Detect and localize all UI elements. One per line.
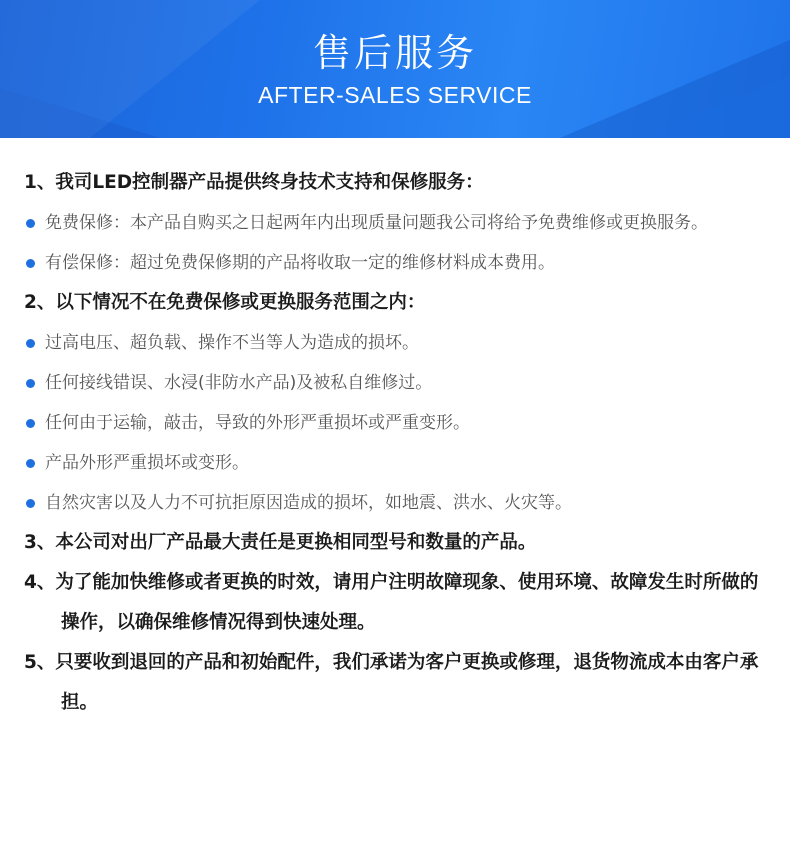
list-item-text: 有偿保修：超过免费保修期的产品将收取一定的维修材料成本费用。: [45, 253, 555, 273]
header-banner: [0, 0, 790, 138]
list-item-text: 任何接线错误、水浸(非防水产品)及被私自维修过。: [45, 373, 433, 393]
bullet-dot-icon: [26, 339, 35, 348]
list-item-text: 自然灾害以及人力不可抗拒原因造成的损坏，如地震、洪水、火灾等。: [45, 493, 572, 513]
list-item: [24, 323, 768, 363]
section-2-heading: 2、以下情况不在免费保修或更换服务范围之内：: [24, 292, 426, 313]
bullet-dot-icon: [26, 219, 35, 228]
list-item: [24, 203, 768, 243]
section-5-heading: 5、只要收到退回的产品和初始配件，我们承诺为客户更换或修理，退货物流成本由客户承担。: [24, 652, 759, 713]
list-item: [24, 483, 768, 523]
bullet-dot-icon: [26, 379, 35, 388]
list-item: [24, 363, 768, 403]
service-terms: [24, 163, 768, 723]
list-item-text: 免费保修：本产品自购买之日起两年内出现质量问题我公司将给予免费维修或更换服务。: [45, 213, 708, 233]
page-subtitle: AFTER-SALES SERVICE: [258, 82, 532, 108]
section-2-list: [24, 323, 768, 523]
bullet-dot-icon: [26, 499, 35, 508]
list-item-text: 任何由于运输，敲击，导致的外形严重损坏或严重变形。: [45, 413, 470, 433]
section-1-heading: 1、我司LED控制器产品提供终身技术支持和保修服务：: [24, 172, 484, 193]
list-item-text: 过高电压、超负载、操作不当等人为造成的损坏。: [45, 333, 419, 353]
page-title: 售后服务: [312, 31, 477, 75]
section-1-list: [24, 203, 768, 283]
bullet-dot-icon: [26, 419, 35, 428]
section-3-heading: 3、本公司对出厂产品最大责任是更换相同型号和数量的产品。: [24, 532, 537, 553]
list-item: [24, 403, 768, 443]
list-item-text: 产品外形严重损坏或变形。: [45, 453, 249, 473]
bullet-dot-icon: [26, 259, 35, 268]
bullet-dot-icon: [26, 459, 35, 468]
list-item: [24, 443, 768, 483]
list-item: [24, 243, 768, 283]
section-4-heading: 4、为了能加快维修或者更换的时效，请用户注明故障现象、使用环境、故障发生时所做的操作，以确保维修情况得到快速处理。: [24, 572, 759, 633]
